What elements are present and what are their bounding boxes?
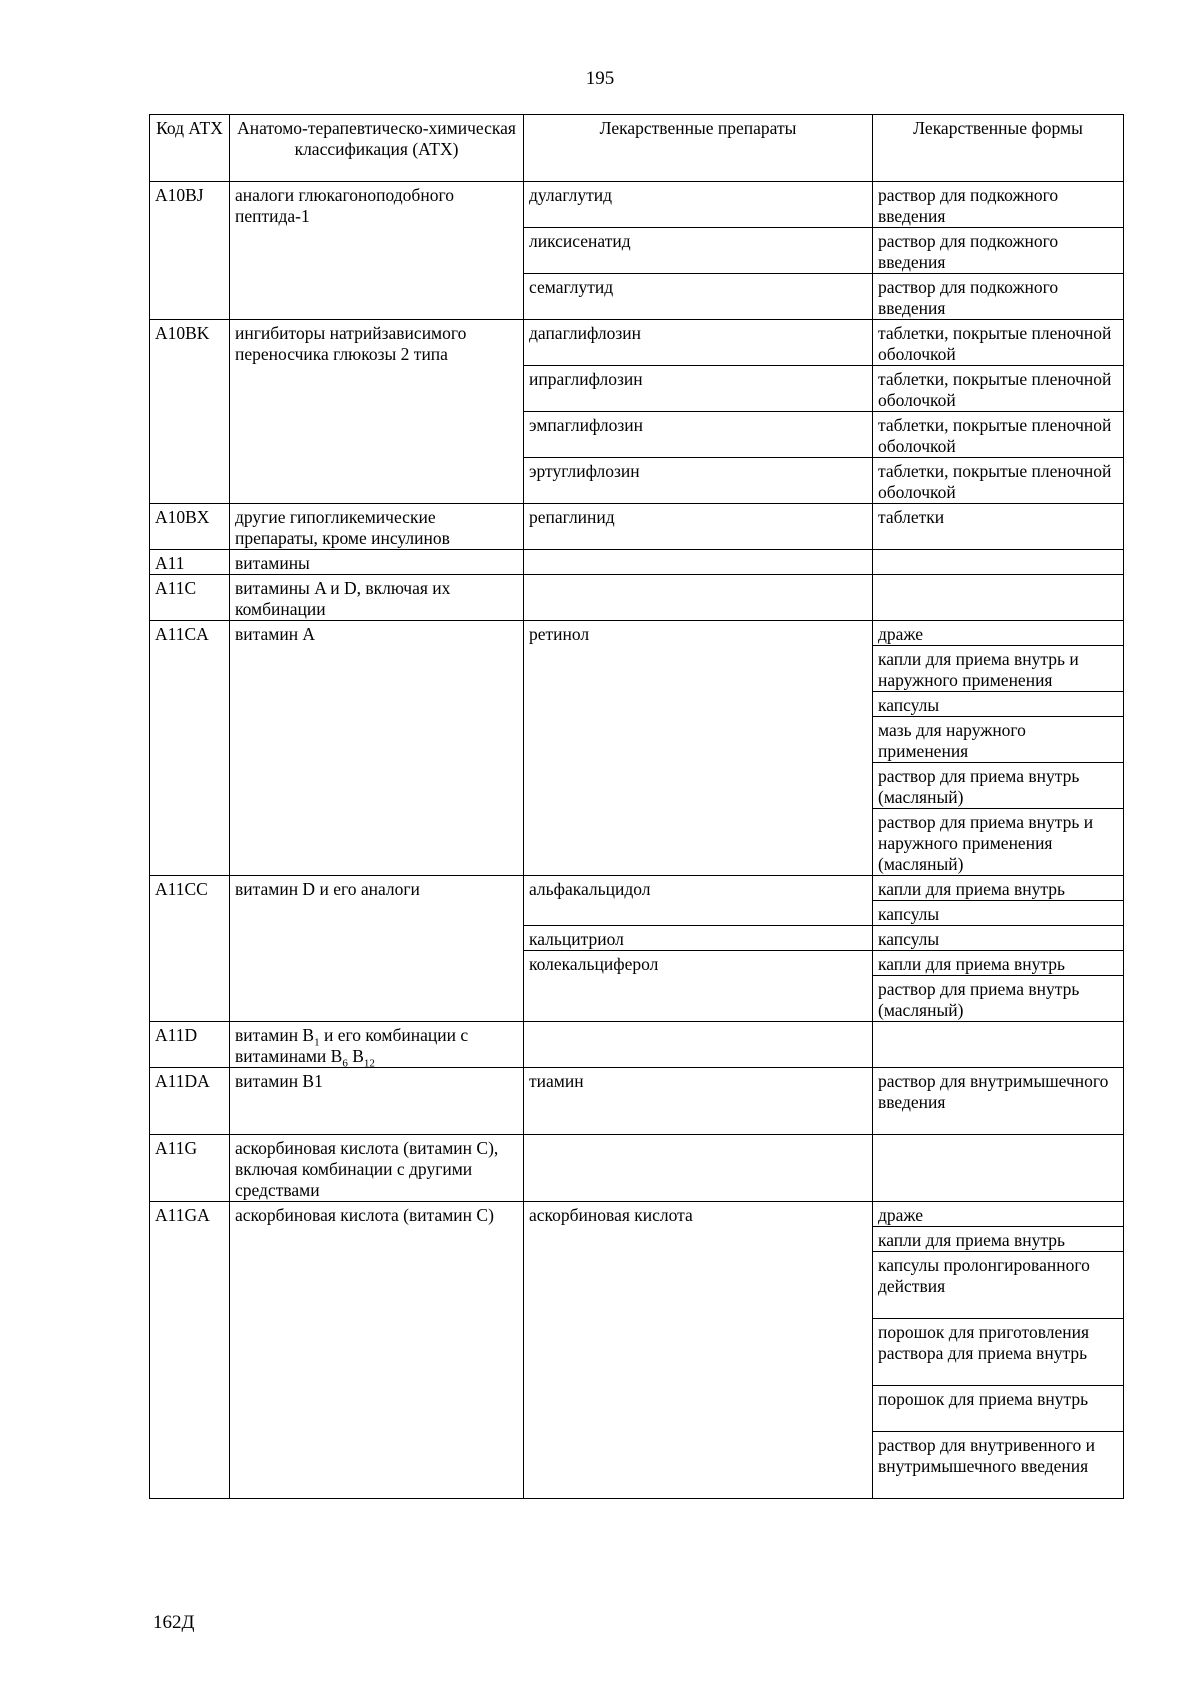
atx-code: A11GA: [150, 1202, 230, 1499]
table-row: [150, 876, 1124, 901]
drug-form: капсулы: [873, 692, 1124, 717]
drug-name: ипраглифлозин: [524, 366, 873, 412]
atx-code: A11CA: [150, 621, 230, 876]
atx-name: аскорбиновая кислота (витамин C), включая комбинации с другими средствами: [230, 1135, 524, 1202]
table-row: [150, 504, 1124, 550]
drug-name: репаглинид: [524, 504, 873, 550]
drug-form: раствор для приема внутрь (масляный): [873, 763, 1124, 809]
atx-code: A10BJ: [150, 182, 230, 320]
drug-name: тиамин: [524, 1068, 873, 1135]
drug-form: капли для приема внутрь: [873, 876, 1124, 901]
drug-name: эмпаглифлозин: [524, 412, 873, 458]
atx-name-part: и его комбинации с витаминами B: [235, 1025, 469, 1066]
atx-code: A11: [150, 550, 230, 575]
table-row: [150, 320, 1124, 366]
drug-form: таблетки, покрытые пленочной оболочкой: [873, 366, 1124, 412]
atx-name-part: B: [347, 1046, 364, 1066]
drug-form: раствор для подкожного введения: [873, 228, 1124, 274]
empty-cell: [524, 550, 873, 575]
drug-form: таблетки, покрытые пленочной оболочкой: [873, 320, 1124, 366]
drug-form: капли для приема внутрь: [873, 1227, 1124, 1252]
table-row: [150, 182, 1124, 228]
atx-classification-table: [149, 114, 1124, 1499]
drug-form: драже: [873, 1202, 1124, 1227]
drug-form: драже: [873, 621, 1124, 646]
empty-cell: [524, 575, 873, 621]
drug-form: раствор для приема внутрь (масляный): [873, 976, 1124, 1022]
page-number: 195: [585, 68, 615, 89]
subscript: 1: [314, 1036, 320, 1049]
drug-form: таблетки, покрытые пленочной оболочкой: [873, 458, 1124, 504]
empty-cell: [873, 1022, 1124, 1068]
drug-form: раствор для подкожного введения: [873, 274, 1124, 320]
drug-form: раствор для внутривенного и внутримышечного введения: [873, 1432, 1124, 1499]
drug-name: аскорбиновая кислота: [524, 1202, 873, 1499]
drug-name: семаглутид: [524, 274, 873, 320]
drug-name: дулаглутид: [524, 182, 873, 228]
atx-name: ингибиторы натрийзависимого переносчика глюкозы 2 типа: [230, 320, 524, 504]
drug-name: дапаглифлозин: [524, 320, 873, 366]
empty-cell: [524, 1135, 873, 1202]
drug-form: таблетки: [873, 504, 1124, 550]
atx-name-part: витамин B: [235, 1025, 315, 1045]
atx-name: витамины: [230, 550, 524, 575]
drug-form: капли для приема внутрь и наружного применения: [873, 646, 1124, 692]
empty-cell: [873, 575, 1124, 621]
atx-code: A11G: [150, 1135, 230, 1202]
atx-name: витамин D и его аналоги: [230, 876, 524, 1022]
atx-name: аналоги глюкагоноподобного пептида-1: [230, 182, 524, 320]
drug-form: порошок для приготовления раствора для приема внутрь: [873, 1319, 1124, 1386]
empty-cell: [873, 550, 1124, 575]
table-row: [150, 621, 1124, 646]
atx-name: аскорбиновая кислота (витамин C): [230, 1202, 524, 1499]
header-code: Код АТХ: [150, 115, 230, 182]
drug-form: капсулы пролонгированного действия: [873, 1252, 1124, 1319]
table-row: [150, 1202, 1124, 1227]
atx-code: A10BK: [150, 320, 230, 504]
table-row: [150, 550, 1124, 575]
header-classification: Анатомо-терапевтическо-химическая классификация (АТХ): [230, 115, 524, 182]
drug-form: раствор для приема внутрь и наружного применения (масляный): [873, 809, 1124, 876]
atx-name: витамины A и D, включая их комбинации: [230, 575, 524, 621]
drug-name: кальцитриол: [524, 926, 873, 951]
drug-form: порошок для приема внутрь: [873, 1386, 1124, 1432]
drug-form: капсулы: [873, 926, 1124, 951]
atx-name: витамин A: [230, 621, 524, 876]
drug-form: капли для приема внутрь: [873, 951, 1124, 976]
table-row: [150, 1068, 1124, 1135]
atx-code: A11CC: [150, 876, 230, 1022]
header-drugs: Лекарственные препараты: [524, 115, 873, 182]
table-row: [150, 1135, 1124, 1202]
drug-name: эртуглифлозин: [524, 458, 873, 504]
drug-form: капсулы: [873, 901, 1124, 926]
atx-name: витамин B1: [230, 1068, 524, 1135]
empty-cell: [873, 1135, 1124, 1202]
drug-name: колекальциферол: [524, 951, 873, 1022]
atx-name: [230, 1022, 524, 1068]
header-forms: Лекарственные формы: [873, 115, 1124, 182]
subscript: 6: [342, 1057, 348, 1070]
atx-code: A11DA: [150, 1068, 230, 1135]
drug-form: раствор для внутримышечного введения: [873, 1068, 1124, 1135]
table-header-row: [150, 115, 1124, 182]
drug-name: ликсисенатид: [524, 228, 873, 274]
atx-name: другие гипогликемические препараты, кроме инсулинов: [230, 504, 524, 550]
table-row: [150, 1022, 1124, 1068]
atx-code: A11C: [150, 575, 230, 621]
footer-document-code: 162Д: [153, 1612, 195, 1633]
atx-code: A11D: [150, 1022, 230, 1068]
drug-form: раствор для подкожного введения: [873, 182, 1124, 228]
drug-name: ретинол: [524, 621, 873, 876]
drug-name: альфакальцидол: [524, 876, 873, 926]
table-row: [150, 575, 1124, 621]
drug-form: мазь для наружного применения: [873, 717, 1124, 763]
drug-form: таблетки, покрытые пленочной оболочкой: [873, 412, 1124, 458]
subscript: 12: [363, 1057, 375, 1070]
atx-code: A10BX: [150, 504, 230, 550]
empty-cell: [524, 1022, 873, 1068]
